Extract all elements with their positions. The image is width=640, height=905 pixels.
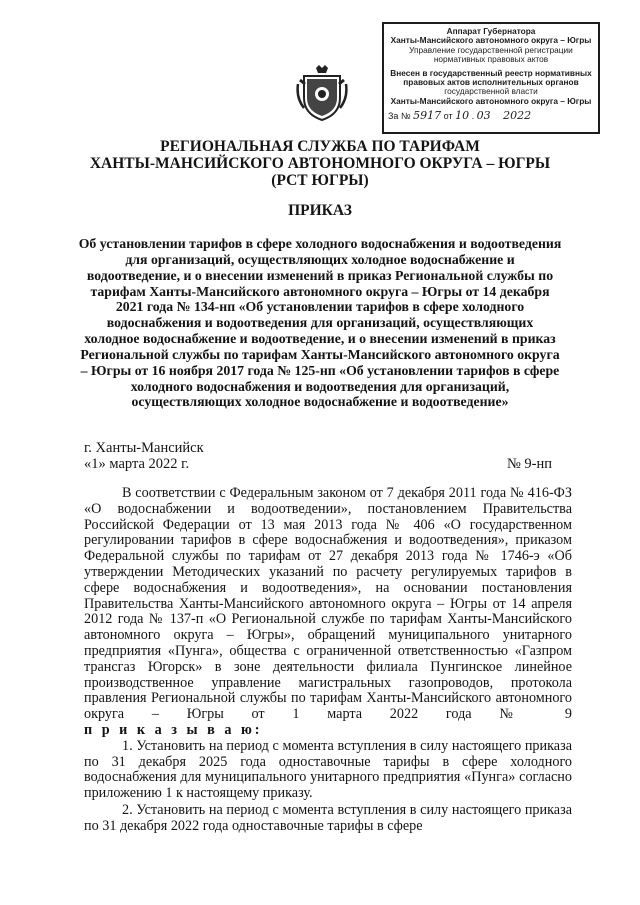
order-number: № 9-нп <box>506 456 552 472</box>
stamp-month: 03 <box>476 109 491 123</box>
issuing-organization <box>70 138 570 189</box>
stamp-head: Аппарат Губернатора <box>446 26 536 36</box>
issue-date: «1» марта 2022 г. <box>84 456 190 472</box>
order-subject: Об установлении тарифов в сфере холодного водоснабжения и водоотведения для организаций, осуществляющих холодное водоснабжение и водоотведение, и о внесении изменений в приказ Региональной службы по тарифам Ханты-Мансийского автономного округа – Югры от 14 декабря 2021 года № 134-нп «Об установлении тарифов в сфере холодного водоснабжения и водоотведения для организаций, осуществляющих холодное водоснабжение и водоотведение, и о внесении изменений в приказ Региональной службы по тарифам Ханты-Мансийского автономного округа – Югры от 16 ноября 2017 года № 125-нп «Об установлении тарифов в сфере холодного водоснабжения и водоотведения для организаций, осуществляющих холодное водоснабжение и водоотведение» <box>78 236 562 410</box>
order-item-1: 1. Установить на период с момента вступления в силу настоящего приказа по 31 декабря 2025 года одноставочные тарифы в сфере холодного водоснабжения для муниципального унитарного предприятия «Пунга» согласно приложению 1 к настоящему приказу. <box>84 737 572 802</box>
orders-keyword: п р и к а з ы в а ю: <box>84 721 263 738</box>
stamp-line: нормативных правовых актов <box>433 54 549 65</box>
org-line: РЕГИОНАЛЬНАЯ СЛУЖБА ПО ТАРИФАМ <box>160 138 480 155</box>
stamp-line: Ханты-Мансийского автономного округа – Югры <box>390 35 592 46</box>
preamble-paragraph: В соответствии с Федеральным законом от 7 декабря 2011 года № 416-ФЗ «О водоснабжении и водоотведении», постановлением Правительства Российской Федерации от 13 мая 2013 года № 406 «О государственном регулировании тарифов в сфере водоснабжения и водоотведения», приказом Федеральной службы по тарифам от 27 декабря 2013 года № 1746-э «Об утверждении Методических указаний по расчету регулируемых тарифов в сфере водоснабжения и водоотведения», на основании постановления Правительства Ханты-Мансийского автономного округа – Югры от 14 апреля 2012 года № 137-п «О Региональной службе по тарифам Ханты-Мансийского автономного округа – Югры», обращений муниципального унитарного предприятия «Пунга», общества с ограниченной ответственностью «Газпром трансгаз Югорск» в зоне деятельности филиала Пунгинское линейное производственное управление магистральных газопроводов, протокола правления Региональной службы по тарифам Ханты-Мансийского автономного округа – Югры от 1 марта 2022 года № 9 <box>84 485 572 723</box>
stamp-from-label: от <box>443 111 453 122</box>
stamp-no-value: 5917 <box>413 109 442 123</box>
place-of-issue: г. Ханты-Мансийск <box>84 440 204 456</box>
stamp-reg-line: Ханты-Мансийского автономного округа – Югры <box>390 95 592 106</box>
stamp-year: 2022 <box>503 109 532 123</box>
stamp-day: 10 <box>455 109 470 123</box>
coat-of-arms-emblem <box>296 64 348 122</box>
stamp-reg-line: правовых актов исполнительных органов <box>403 77 579 88</box>
registration-stamp <box>382 22 600 134</box>
stamp-registration-number: За № 5917 от 10 . 03 2022 <box>388 109 532 123</box>
order-body <box>84 486 572 835</box>
stamp-reg-line: государственной власти <box>444 86 538 97</box>
order-item-2: 2. Установить на период с момента вступления в силу настоящего приказа по 31 декабря 2022 года одноставочные тарифы в сфере <box>84 801 572 834</box>
stamp-line: Управление государственной регистрации <box>409 44 573 55</box>
document-type: ПРИКАЗ <box>288 202 352 219</box>
stamp-reg-line: Внесен в государственный реестр нормативных <box>390 67 592 78</box>
org-line: (РСТ ЮГРЫ) <box>271 172 369 189</box>
org-line: ХАНТЫ-МАНСИЙСКОГО АВТОНОМНОГО ОКРУГА – ЮГРЫ <box>89 155 551 172</box>
stamp-no-label: За № <box>388 111 411 122</box>
